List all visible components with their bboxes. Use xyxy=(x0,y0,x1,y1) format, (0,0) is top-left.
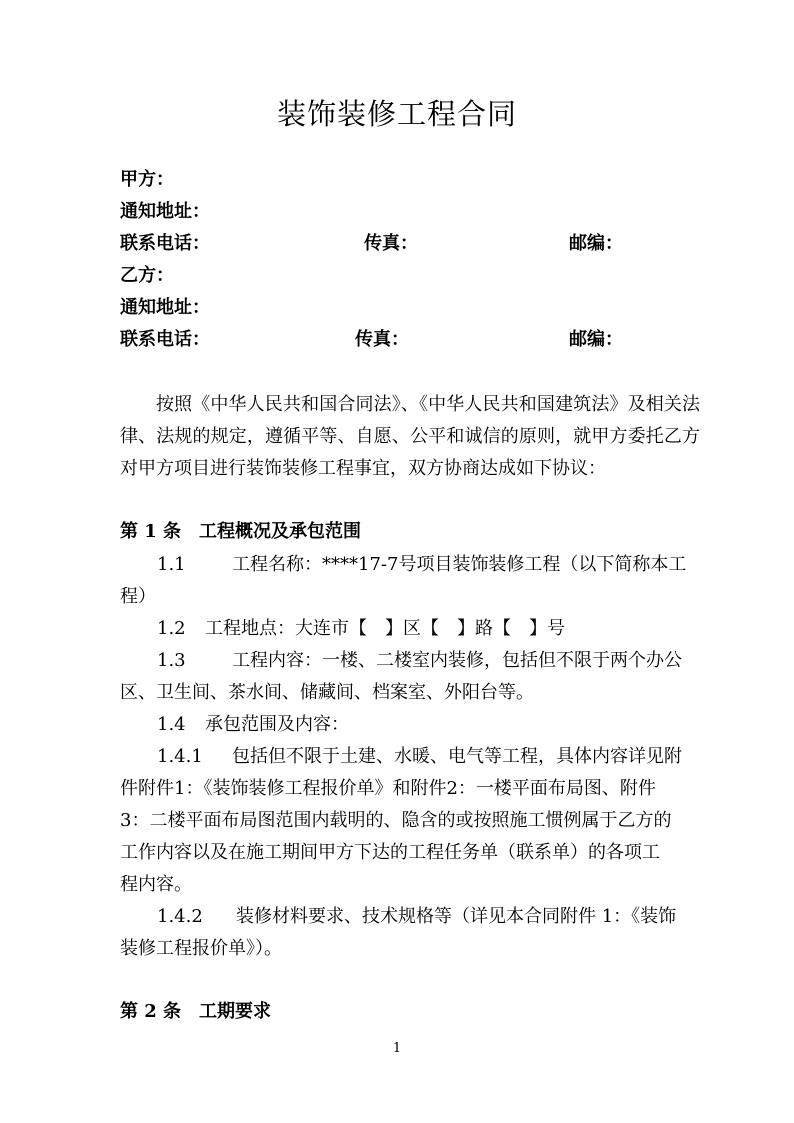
party-b-phone-label: 联系电话： xyxy=(120,329,210,350)
party-b-zip-label: 邮编： xyxy=(569,329,623,350)
party-b-fax-label: 传真： xyxy=(355,329,409,350)
clause-number: 1.4.2 xyxy=(157,906,203,927)
document-title: 装饰装修工程合同 xyxy=(276,97,517,131)
party-a-fax-label: 传真： xyxy=(364,233,418,254)
party-a-label: 甲方： xyxy=(120,169,174,190)
party-a-address-label: 通知地址： xyxy=(120,201,210,222)
clause-text: 承包范围及内容： xyxy=(205,714,349,735)
clause-number: 1.4.1 xyxy=(157,746,203,767)
clause-number: 1.1 xyxy=(157,554,186,575)
clause-text: 工程内容：一楼、二楼室内装修，包括但不限于两个办公 xyxy=(232,650,682,671)
clause-number: 1.4 xyxy=(157,714,186,735)
clause-text: 工程名称：****17-7号项目装饰装修工程（以下简称本工 xyxy=(232,554,687,575)
clause-text-continued: 区、卫生间、茶水间、储藏间、档案室、外阳台等。 xyxy=(120,682,534,703)
clause-text-continued: 件附件1：《装饰装修工程报价单》和附件2：一楼平面布局图、附件 xyxy=(120,778,656,799)
article-2-heading: 第 2 条 工期要求 xyxy=(120,1001,272,1022)
page-number: 1 xyxy=(392,1041,402,1056)
article-1-heading: 第 1 条 工程概况及承包范围 xyxy=(120,521,362,542)
clause-text-continued: 3：二楼平面布局图范围内载明的、隐含的或按照施工惯例属于乙方的 xyxy=(120,810,672,831)
preamble-paragraph: 按照《中华人民共和国合同法》、《中华人民共和国建筑法》及相关法律、法规的规定，遵循平等、自愿、公平和诚信的原则，就甲方委托乙方对甲方项目进行装饰装修工程事宜，双方协商达成如下协议： xyxy=(120,394,700,479)
party-b-label: 乙方： xyxy=(120,265,174,286)
clause-number: 1.3 xyxy=(157,650,186,671)
clause-text: 装修材料要求、技术规格等（详见本合同附件 1：《装饰 xyxy=(236,906,677,927)
party-a-zip-label: 邮编： xyxy=(569,233,623,254)
party-b-address-label: 通知地址： xyxy=(120,297,210,318)
clause-text: 工程地点：大连市【 】区【 】路【 】号 xyxy=(205,618,565,639)
clause-text: 包括但不限于土建、水暖、电气等工程，具体内容详见附 xyxy=(232,746,682,767)
clause-text-continued: 程内容。 xyxy=(120,874,192,895)
party-a-phone-label: 联系电话： xyxy=(120,233,210,254)
clause-number: 1.2 xyxy=(157,618,186,639)
clause-text-continued: 程） xyxy=(120,586,156,607)
clause-text-continued: 工作内容以及在施工期间甲方下达的工程任务单（联系单）的各项工 xyxy=(120,842,660,863)
clause-text-continued: 装修工程报价单》）。 xyxy=(120,938,282,959)
